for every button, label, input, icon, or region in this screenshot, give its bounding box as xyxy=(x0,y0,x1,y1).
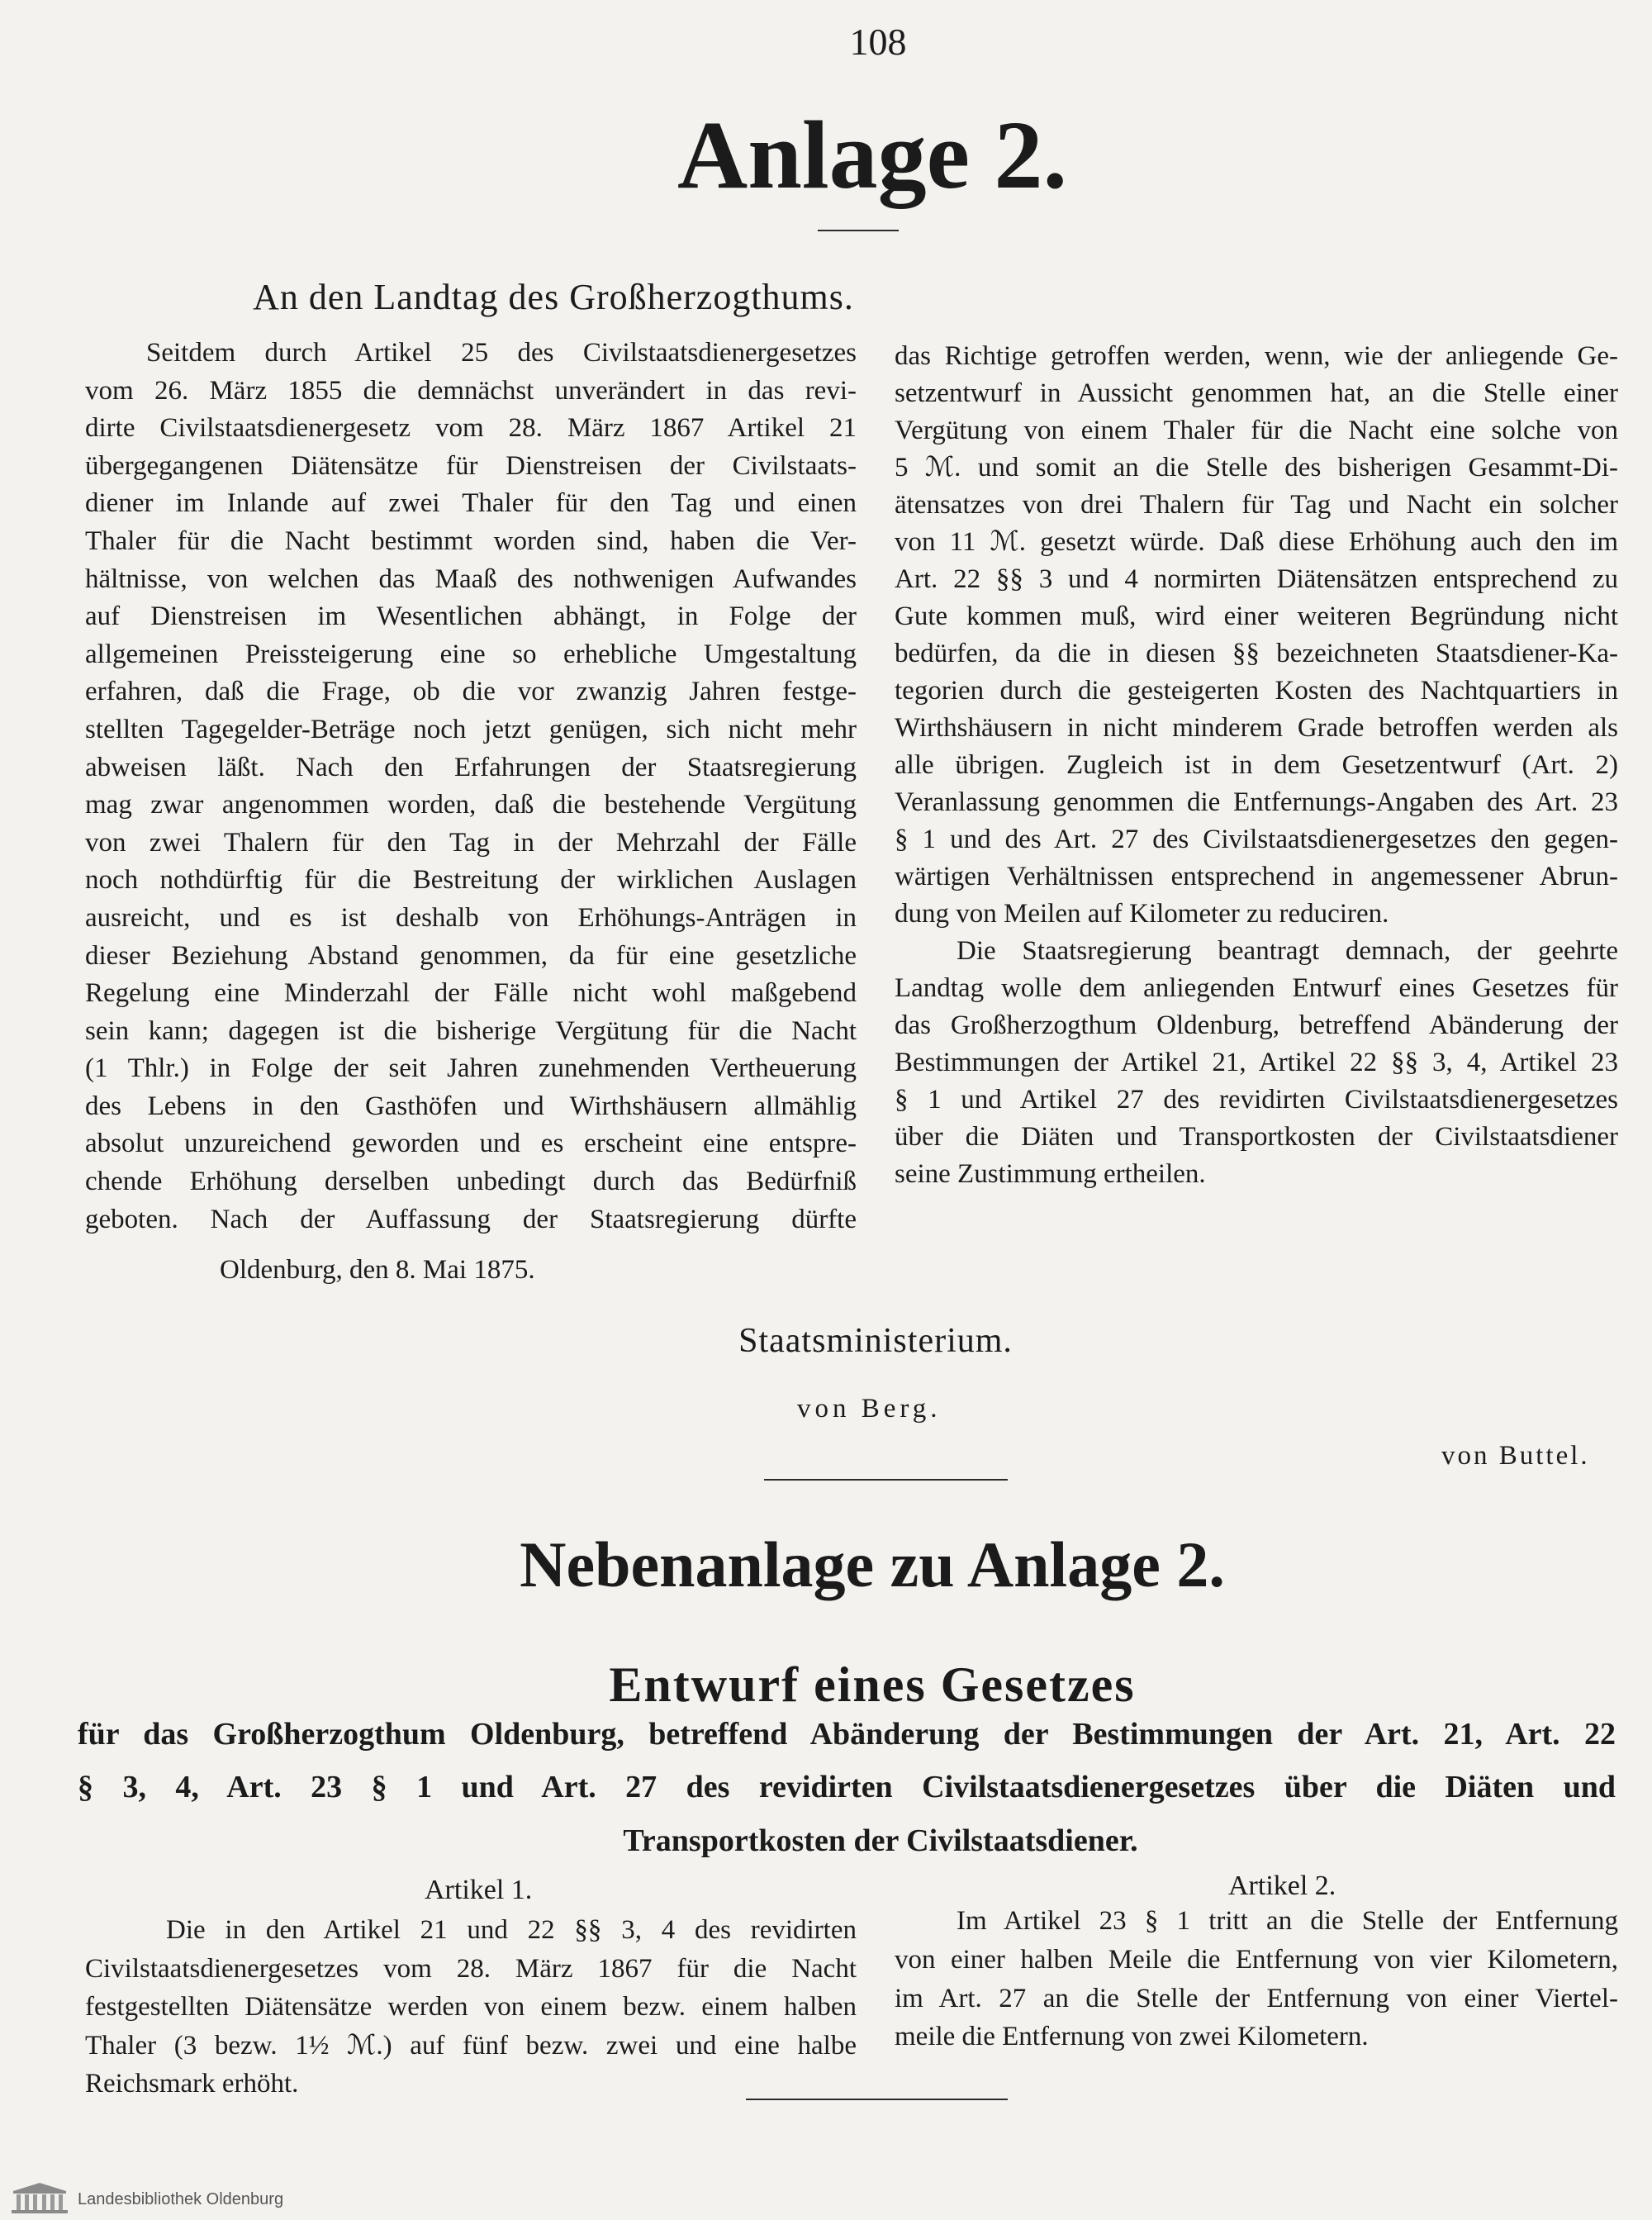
draft-title: Entwurf eines Gesetzes xyxy=(609,1657,1136,1712)
signature-von-berg: von Berg. xyxy=(797,1394,942,1424)
letter-text-line: übergegangenen Diätensätze für Dienstreisen der Civilstaats- xyxy=(85,450,857,481)
article-1-text-line: Civilstaatsdienergesetzes vom 28. März 1867 für die Nacht xyxy=(85,1953,857,1984)
closing-divider xyxy=(746,2099,1008,2100)
article-2-text-line: Im Artikel 23 § 1 tritt an die Stelle der Entfernung xyxy=(957,1906,1618,1936)
letter-text-line: auf Dienstreisen im Wesentlichen abhängt, in Folge der xyxy=(85,601,857,632)
letter-text-line: § 1 und des Art. 27 des Civilstaatsdienergesetzes den gegen- xyxy=(895,825,1618,854)
letter-text-line: alle übrigen. Zugleich ist in dem Gesetzentwurf (Art. 2) xyxy=(895,750,1618,780)
article-2-text-line: im Art. 27 an die Stelle der Entfernung von einer Viertel- xyxy=(895,1983,1618,2013)
article-1-text-line: festgestellten Diätensätze werden von einem bezw. einem halben xyxy=(85,1992,857,2023)
signature-von-buttel: von Buttel. xyxy=(1441,1441,1590,1471)
letter-text-line: chende Erhöhung derselben unbedingt durch das Bedürfniß xyxy=(85,1167,857,1197)
letter-left-column xyxy=(85,335,857,1238)
letter-text-line: (1 Thlr.) in Folge der seit Jahren zunehmenden Vertheuerung xyxy=(85,1053,857,1084)
ministry-name: Staatsministerium. xyxy=(738,1322,1013,1360)
letter-text-line: seine Zustimmung ertheilen. xyxy=(895,1159,1206,1189)
address-line: An den Landtag des Großherzogthums. xyxy=(253,277,854,317)
article-2-text-line: von einer halben Meile die Entfernung von vier Kilometern, xyxy=(895,1944,1618,1975)
article-2-text xyxy=(895,1902,1618,2056)
letter-text-line: Regelung eine Minderzahl der Fälle nicht wohl maßgebend xyxy=(85,978,857,1009)
letter-text-line: dung von Meilen auf Kilometer zu reduciren. xyxy=(895,899,1389,929)
letter-text-line: bedürfen, da die in diesen §§ bezeichneten Staatsdiener-Ka- xyxy=(895,639,1618,668)
letter-text-line: absolut unzureichend geworden und es erscheint eine entspre- xyxy=(85,1129,857,1159)
signature-divider xyxy=(764,1479,1008,1481)
article-1-text-line: Reichsmark erhöht. xyxy=(85,2069,299,2099)
letter-text-line: dirte Civilstaatsdienergesetz vom 28. März 1867 Artikel 21 xyxy=(85,413,857,444)
article-1-heading: Artikel 1. xyxy=(425,1875,533,1905)
letter-text-line: das Richtige getroffen werden, wenn, wie der anliegende Ge- xyxy=(895,341,1618,371)
letter-text-line: über die Diäten und Transportkosten der Civilstaatsdiener xyxy=(895,1122,1618,1152)
letter-text-line: noch nothdürftig für die Bestreitung der wirklichen Auslagen xyxy=(85,865,857,896)
library-building-icon xyxy=(8,2181,71,2216)
letter-text-line: Art. 22 §§ 3 und 4 normirten Diätensätzen entsprechend zu xyxy=(895,564,1618,594)
letter-right-column xyxy=(895,338,1618,1193)
letter-text-line: abweisen läßt. Nach den Erfahrungen der Staatsregierung xyxy=(85,752,857,782)
article-2-heading: Artikel 2. xyxy=(1228,1871,1336,1901)
letter-text-line: vom 26. März 1855 die demnächst unverändert in das revi- xyxy=(85,375,857,406)
letter-text-line: Gute kommen muß, wird einer weiteren Begründung nicht xyxy=(895,601,1618,631)
letter-text-line: ätensatzes von drei Thalern für Tag und Nacht ein solcher xyxy=(895,490,1618,520)
letter-text-line: § 1 und Artikel 27 des revidirten Civilstaatsdienergesetzes xyxy=(895,1085,1618,1115)
letter-text-line: Wirthshäusern in nicht minderem Grade betroffen werden als xyxy=(895,713,1618,743)
letter-text-line: Die Staatsregierung beantragt demnach, der geehrte xyxy=(957,936,1618,966)
letter-text-line: tegorien durch die gesteigerten Kosten des Nachtquartiers in xyxy=(895,676,1618,706)
letter-text-line: setzentwurf in Aussicht genommen hat, an die Stelle einer xyxy=(895,378,1618,408)
letter-text-line: stellten Tagegelder-Beträge noch jetzt genügen, sich nicht mehr xyxy=(85,714,857,744)
letter-text-line: Veranlassung genommen die Entfernungs-Angaben des Art. 23 xyxy=(895,787,1618,817)
letter-text-line: wärtigen Verhältnissen entsprechend in angemessener Abrun- xyxy=(895,862,1618,891)
letter-text-line: geboten. Nach der Auffassung der Staatsregierung dürfte xyxy=(85,1204,857,1234)
annex-title: Anlage 2. xyxy=(677,101,1067,209)
nebenanlage-title: Nebenanlage zu Anlage 2. xyxy=(520,1528,1225,1600)
article-1-text-line: Die in den Artikel 21 und 22 §§ 3, 4 des revidirten xyxy=(166,1915,857,1945)
letter-text-line: 5 ℳ. und somit an die Stelle des bisherigen Gesammt-Di- xyxy=(895,453,1618,483)
letter-text-line: mag zwar angenommen worden, daß die bestehende Vergütung xyxy=(85,790,857,820)
letter-text-line: diener im Inlande auf zwei Thaler für den Tag und einen xyxy=(85,488,857,519)
draft-subtitle-line: § 3, 4, Art. 23 § 1 und Art. 27 des revidirten Civilstaatsdienergesetzes über die Diäten und xyxy=(78,1770,1616,1804)
title-divider xyxy=(818,230,899,231)
draft-subtitle-line: Transportkosten der Civilstaatsdiener. xyxy=(623,1823,1138,1858)
letter-text-line: ausreicht, und es ist deshalb von Erhöhungs-Anträgen in xyxy=(85,902,857,933)
letter-text-line: Vergütung von einem Thaler für die Nacht eine solche von xyxy=(895,416,1618,445)
letter-text-line: Seitdem durch Artikel 25 des Civilstaatsdienergesetzes xyxy=(146,338,857,368)
place-date: Oldenburg, den 8. Mai 1875. xyxy=(220,1255,535,1285)
letter-text-line: von 11 ℳ. gesetzt würde. Daß diese Erhöhung auch den im xyxy=(895,527,1618,557)
letter-text-line: erfahren, daß die Frage, ob die vor zwanzig Jahren festge- xyxy=(85,677,857,707)
letter-text-line: hältnisse, von welchen das Maaß des nothwenigen Aufwandes xyxy=(85,563,857,594)
library-name: Landesbibliothek Oldenburg xyxy=(78,2190,284,2208)
letter-text-line: dieser Beziehung Abstand genommen, da für eine gesetzliche xyxy=(85,940,857,971)
article-2-text-line: meile die Entfernung von zwei Kilometern. xyxy=(895,2022,1369,2052)
article-1-text-line: Thaler (3 bezw. 1½ ℳ.) auf fünf bezw. zwei und eine halbe xyxy=(85,2030,857,2061)
letter-text-line: Landtag wolle dem anliegenden Entwurf eines Gesetzes für xyxy=(895,973,1618,1003)
letter-text-line: allgemeinen Preissteigerung eine so erhebliche Umgestaltung xyxy=(85,639,857,669)
page-number: 108 xyxy=(849,21,907,63)
letter-text-line: sein kann; dagegen ist die bisherige Vergütung für die Nacht xyxy=(85,1015,857,1046)
letter-text-line: Thaler für die Nacht bestimmt worden sind, haben die Ver- xyxy=(85,525,857,556)
letter-text-line: das Großherzogthum Oldenburg, betreffend Abänderung der xyxy=(895,1010,1618,1040)
article-1-text xyxy=(85,1911,857,2104)
letter-text-line: von zwei Thalern für den Tag in der Mehrzahl der Fälle xyxy=(85,827,857,858)
letter-text-line: des Lebens in den Gasthöfen und Wirthshäusern allmählig xyxy=(85,1091,857,1121)
draft-subtitle-line: für das Großherzogthum Oldenburg, betreffend Abänderung der Bestimmungen der Art. 21, Art. 22 xyxy=(78,1717,1616,1752)
letter-text-line: Bestimmungen der Artikel 21, Artikel 22 §§ 3, 4, Artikel 23 xyxy=(895,1048,1618,1077)
